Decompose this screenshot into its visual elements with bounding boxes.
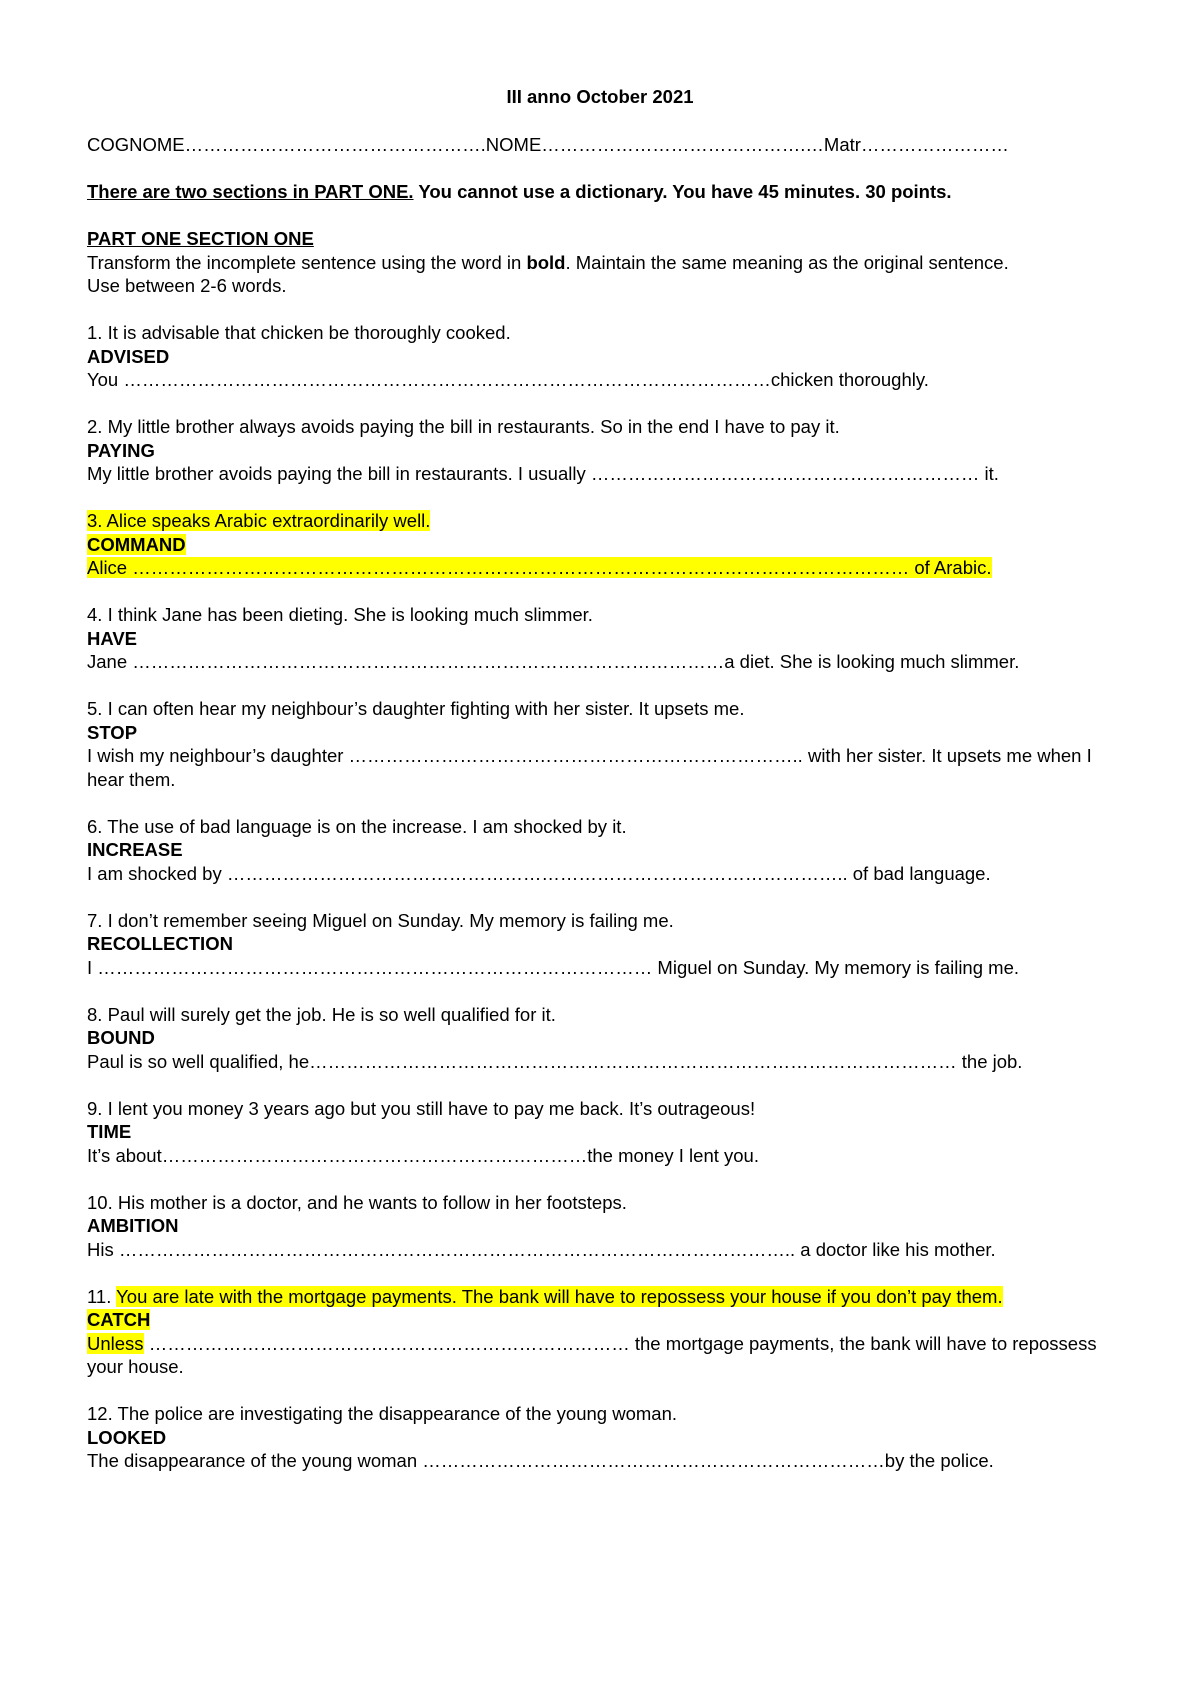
instructions-rest: You cannot use a dictionary. You have 45 minutes. 30 points. [413,181,952,202]
question-12 [87,1402,1127,1473]
question-keyword: ADVISED [87,345,170,367]
section-block [87,227,1127,298]
question-answer-line [87,1332,1127,1379]
answer-highlight-word: Unless [87,1332,144,1354]
question-answer-line: Alice ……………………………………………………………………………………………………………… of Arabic. [87,557,992,578]
page-title: III anno October 2021 [506,86,694,107]
question-prompt: 8. Paul will surely get the job. He is so well qualified for it. [87,1003,556,1025]
question-prompt: 6. The use of bad language is on the increase. I am shocked by it. [87,815,627,837]
question-prompt: 10. His mother is a doctor, and he wants to follow in her footsteps. [87,1191,627,1213]
question-keyword: RECOLLECTION [87,933,233,954]
question-answer-line: I ……………………………………………………………………………… Miguel on Sunday. My memory is failing me. [87,956,1019,978]
section-description [87,251,1127,275]
question-keyword: BOUND [87,1027,155,1048]
answer-rest: …………………………………………………………………… the mortgage payments, the bank will have to repossess your house. [87,1332,1097,1377]
question-answer-line: I wish my neighbour’s daughter ……………………………………………………………….. with her sister. It upsets me when I hear them. [87,745,1092,790]
question-keyword: HAVE [87,627,138,649]
question-keyword: TIME [87,1121,132,1142]
question-keyword: CATCH [87,1309,151,1330]
question-11 [87,1285,1127,1379]
question-answer-line: It’s about……………………………………………………………the money I lent you. [87,1144,759,1166]
content [87,133,1127,1473]
question-keyword: STOP [87,721,138,743]
question-prompt: 7. I don’t remember seeing Miguel on Sunday. My memory is failing me. [87,909,674,931]
question-answer-line: His ……………………………………………………………………………………………….. a doctor like his mother. [87,1238,996,1260]
question-7 [87,909,1127,980]
question-keyword: INCREASE [87,839,183,860]
question-prompt: 5. I can often hear my neighbour’s daughter fighting with her sister. It upsets me. [87,698,745,719]
question-prompt: 12. The police are investigating the disappearance of the young woman. [87,1403,677,1424]
question-answer-line: The disappearance of the young woman …………………………………………………………………by the police. [87,1450,994,1471]
question-1 [87,321,1127,392]
question-prompt: 2. My little brother always avoids paying the bill in restaurants. So in the end I have to pay it. [87,416,840,437]
question-prompt: 3. Alice speaks Arabic extraordinarily well. [87,510,431,531]
question-6 [87,815,1127,886]
question-8 [87,1003,1127,1074]
question-answer-line: You ……………………………………………………………………………………………chicken thoroughly. [87,369,929,390]
question-answer-line: I am shocked by ……………………………………………………………………………………….. of bad language. [87,862,991,884]
student-info-line: COGNOME………………………………………….NOME…………………………………….…Matr…………………… [87,134,1009,155]
question-prompt: 1. It is advisable that chicken be thoroughly cooked. [87,322,511,343]
question-keyword: AMBITION [87,1215,179,1236]
question-prompt: 9. I lent you money 3 years ago but you still have to pay me back. It’s outrageous! [87,1097,756,1119]
instructions [87,180,1127,204]
desc-text-after: . Maintain the same meaning as the original sentence. [565,251,1009,273]
desc-bold-word: bold [526,251,566,273]
question-3 [87,509,1127,580]
question-9 [87,1097,1127,1168]
question-10 [87,1191,1127,1262]
instructions-underlined: There are two sections in PART ONE. [87,181,414,202]
question-5 [87,697,1127,791]
question-4 [87,603,1127,674]
section-heading: PART ONE SECTION ONE [87,228,314,249]
question-keyword: LOOKED [87,1426,167,1448]
question-prompt: 4. I think Jane has been dieting. She is looking much slimmer. [87,604,593,625]
question-number: 11. [87,1285,117,1307]
question-keyword: COMMAND [87,533,186,555]
desc-text: Transform the incomplete sentence using the word in [87,251,527,273]
question-2 [87,415,1127,486]
section-description-line2: Use between 2-6 words. [87,275,287,296]
question-prompt-line [87,1285,1127,1309]
question-answer-line: Paul is so well qualified, he…………………………………………………………………………………………… the job. [87,1050,1023,1072]
question-answer-line: My little brother avoids paying the bill in restaurants. I usually ……………………………………………………… it. [87,463,999,484]
question-prompt: You are late with the mortgage payments. The bank will have to repossess your house if you don’t pay them. [116,1285,1003,1307]
question-keyword: PAYING [87,439,155,461]
question-answer-line: Jane ……………………………………………………………………………………a diet. She is looking much slimmer. [87,651,1020,672]
